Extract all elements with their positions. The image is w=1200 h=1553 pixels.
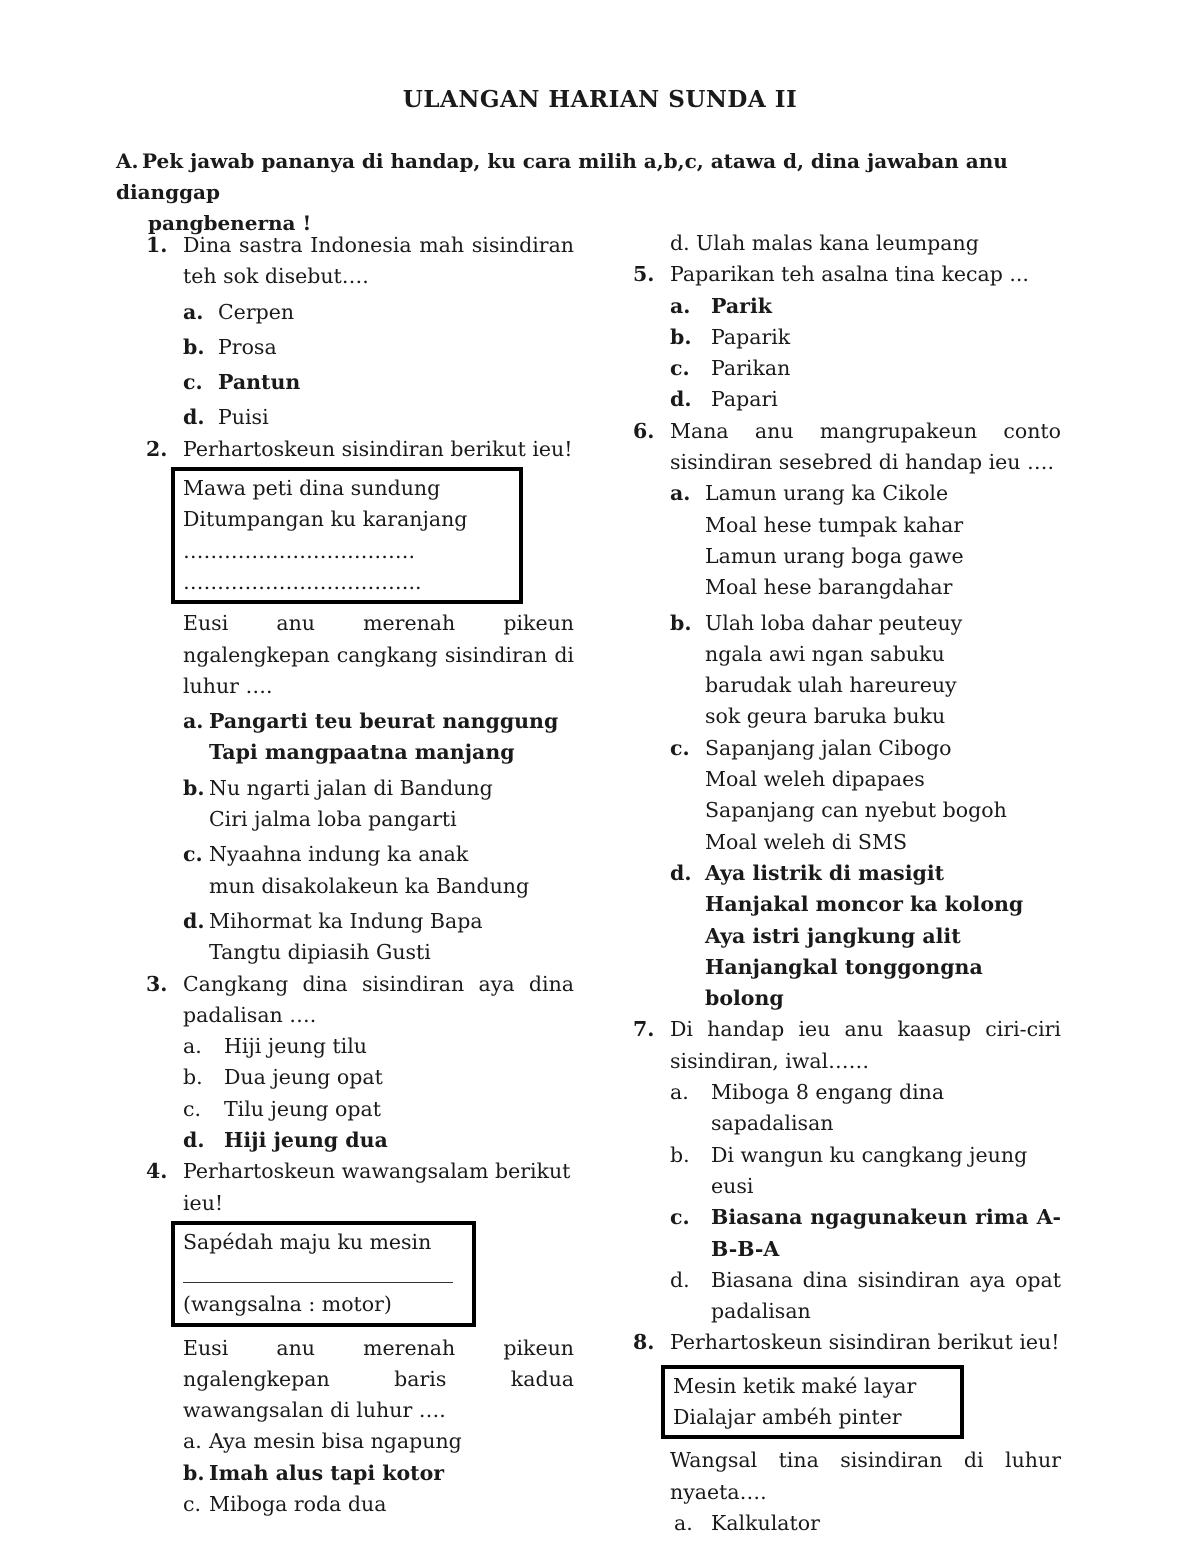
option-line: Pangarti teu beurat nanggung <box>209 709 559 734</box>
option-line: barudak ulah hareureuy <box>705 673 957 698</box>
option-text: Puisi <box>218 405 269 430</box>
option-b[interactable] <box>633 608 1061 733</box>
option-label: c. <box>670 356 690 381</box>
instruction-line1: Pek jawab pananya di handap, ku cara milih a,b,c, atawa d, dina jawaban anu dianggap <box>116 149 1008 204</box>
option-text: Hiji jeung tilu <box>224 1034 367 1059</box>
option-c[interactable] <box>633 1202 1061 1265</box>
option-b[interactable] <box>146 773 574 836</box>
option-c[interactable] <box>633 353 1061 384</box>
option-b[interactable] <box>146 1062 574 1093</box>
option-text: Pantun <box>218 370 301 395</box>
option-a[interactable] <box>633 1508 1061 1539</box>
option-label: b. <box>183 334 205 359</box>
question-number: 3. <box>146 971 168 996</box>
option-label: d. <box>670 231 690 255</box>
option-line: Ciri jalma loba pangarti <box>209 807 457 832</box>
question-prompt: Wangsal tina sisindiran di luhur nyaeta…. <box>670 1448 1061 1504</box>
option-line: Ulah loba dahar peuteuy <box>705 610 963 635</box>
question-6 <box>633 416 1061 479</box>
option-text: Di wangun ku cangkang jeung eusi <box>711 1142 1028 1198</box>
option-label: c. <box>183 1096 201 1121</box>
option-label: b. <box>670 324 692 349</box>
option-text: Paparik <box>711 324 791 349</box>
option-label: b. <box>670 610 692 635</box>
left-column <box>146 230 574 1520</box>
option-line: Lamun urang boga gawe <box>705 543 964 568</box>
question-5 <box>633 259 1061 290</box>
option-a[interactable] <box>146 1031 574 1062</box>
option-c[interactable] <box>633 733 1061 858</box>
option-label: b. <box>183 1460 205 1485</box>
question-text: Paparikan teh asalna tina kecap ... <box>670 262 1029 287</box>
question-number: 8. <box>633 1330 655 1355</box>
option-label: c. <box>670 1205 690 1230</box>
box-line: (wangsalna : motor) <box>183 1292 392 1317</box>
option-label: a. <box>670 481 691 506</box>
box-line: …………………………….. <box>183 569 422 594</box>
option-b[interactable] <box>146 1458 574 1489</box>
option-line: ngala awi ngan sabuku <box>705 641 945 666</box>
question-1 <box>146 230 574 293</box>
option-label: d. <box>183 908 205 933</box>
question-prompt: Eusi anu merenah pikeun ngalengkepan baris kadua wawangsalan di luhur …. <box>183 1335 574 1423</box>
question-2 <box>146 434 574 465</box>
option-a[interactable] <box>146 297 574 328</box>
option-a[interactable] <box>633 1077 1061 1140</box>
option-text: Papari <box>711 387 778 412</box>
option-text: Miboga 8 engang dina sapadalisan <box>711 1080 945 1136</box>
box-line: ……………………………. <box>183 538 416 563</box>
question-text: Cangkang dina sisindiran aya dina padalisan …. <box>183 971 574 1027</box>
blank-line <box>183 1258 453 1283</box>
option-d[interactable] <box>146 1125 574 1156</box>
option-label: a. <box>183 1429 202 1454</box>
question-3 <box>146 969 574 1032</box>
option-label: b. <box>183 1065 203 1090</box>
option-a[interactable] <box>633 478 1061 603</box>
option-d[interactable] <box>146 402 574 433</box>
option-b[interactable] <box>633 322 1061 353</box>
question-text: Perhartoskeun sisindiran berikut ieu! <box>670 1330 1060 1355</box>
option-c[interactable] <box>146 1489 574 1520</box>
option-label: a. <box>670 1080 689 1105</box>
option-line: Moal hese barangdahar <box>705 575 953 600</box>
option-b[interactable] <box>633 1140 1061 1203</box>
question-prompt: Eusi anu merenah pikeun ngalengkepan cangkang sisindiran di luhur …. <box>183 611 574 698</box>
question-number: 2. <box>146 436 168 461</box>
option-label: b. <box>670 1142 690 1167</box>
option-line: sok geura baruka buku <box>705 704 946 729</box>
option-text: Ulah malas kana leumpang <box>696 231 979 255</box>
instruction-label: A. <box>116 149 139 173</box>
question-text: Perhartoskeun sisindiran berikut ieu! <box>183 436 573 461</box>
option-text: Prosa <box>218 334 277 359</box>
option-label: d. <box>183 1128 205 1153</box>
option-a[interactable] <box>146 706 574 769</box>
option-text: Kalkulator <box>711 1510 820 1535</box>
option-label: d. <box>670 387 692 412</box>
option-label: a. <box>183 709 204 734</box>
question-4 <box>146 1156 574 1219</box>
option-text: Biasana ngagunakeun rima A-B-B-A <box>711 1205 1061 1261</box>
option-label: b. <box>183 775 205 800</box>
option-line: Tapi mangpaatna manjang <box>209 740 515 765</box>
option-c[interactable] <box>146 1094 574 1125</box>
option-d[interactable] <box>633 1265 1061 1328</box>
box-line: Sapédah maju ku mesin <box>183 1229 432 1254</box>
page-title: ULANGAN HARIAN SUNDA II <box>402 86 798 113</box>
option-a[interactable] <box>633 291 1061 322</box>
instruction-line2: pangbenerna ! <box>148 211 312 235</box>
option-a[interactable] <box>146 1426 574 1457</box>
option-d[interactable] <box>633 228 1061 259</box>
box-line: Dialajar ambéh pinter <box>673 1404 902 1429</box>
option-line: Sapanjang jalan Cibogo <box>705 735 952 760</box>
question-number: 7. <box>633 1017 655 1042</box>
question-7 <box>633 1014 1061 1077</box>
option-label: d. <box>183 405 205 430</box>
option-c[interactable] <box>146 367 574 398</box>
option-line: Hanjakal moncor ka kolong <box>705 892 1024 917</box>
box-line: Mesin ketik maké layar <box>673 1373 917 1398</box>
question-number: 4. <box>146 1159 168 1184</box>
option-label: c. <box>183 370 203 395</box>
option-line: Aya listrik di masigit <box>705 860 945 885</box>
question-text: Perhartoskeun wawangsalam berikut ieu! <box>183 1159 571 1215</box>
option-text: Biasana dina sisindiran aya opat padalisan <box>711 1267 1061 1324</box>
question-number: 5. <box>633 262 655 287</box>
question-text: sisindiran sesebred di handap ieu …. <box>670 450 1055 475</box>
option-b[interactable] <box>146 332 574 363</box>
right-column <box>633 228 1061 1539</box>
option-label: d. <box>670 1267 690 1292</box>
option-label: c. <box>183 1491 201 1516</box>
box-line: Ditumpangan ku karanjang <box>183 507 468 532</box>
option-text: Tilu jeung opat <box>224 1096 381 1121</box>
option-line: Moal weleh di SMS <box>705 829 907 854</box>
option-d[interactable] <box>633 858 1061 1014</box>
option-line: Sapanjang can nyebut bogoh <box>705 798 1007 823</box>
option-line: Hanjangkal tonggongna bolong <box>705 954 983 1011</box>
option-text: Dua jeung opat <box>224 1065 383 1090</box>
option-c[interactable] <box>146 839 574 902</box>
option-text: Parik <box>711 293 772 318</box>
option-text: Imah alus tapi kotor <box>209 1460 445 1485</box>
option-line: Nyaahna indung ka anak <box>209 842 469 867</box>
question-text: Dina sastra Indonesia mah sisindiran teh sok disebut…. <box>183 233 574 289</box>
option-line: mun disakolakeun ka Bandung <box>209 873 530 898</box>
option-text: Aya mesin bisa ngapung <box>209 1429 462 1454</box>
option-text: Parikan <box>711 356 791 381</box>
option-line: Mihormat ka Indung Bapa <box>209 908 483 933</box>
option-label: a. <box>183 299 204 324</box>
option-label: a. <box>183 1034 202 1059</box>
question-8 <box>633 1327 1061 1358</box>
wawangsalan-box <box>171 1221 476 1327</box>
sisindiran-box <box>171 467 523 604</box>
box-line: Mawa peti dina sundung <box>183 476 441 501</box>
option-label: d. <box>670 860 692 885</box>
option-label: a. <box>674 1510 693 1535</box>
question-text: Mana anu mangrupakeun conto <box>670 418 1061 443</box>
option-label: c. <box>670 735 690 760</box>
option-text: Cerpen <box>218 299 295 324</box>
option-label: a. <box>670 293 691 318</box>
option-text: Hiji jeung dua <box>224 1128 388 1153</box>
option-d[interactable] <box>146 906 574 969</box>
option-d[interactable] <box>633 384 1061 415</box>
question-number: 6. <box>633 418 655 443</box>
instruction <box>116 146 1076 239</box>
option-line: Tangtu dipiasih Gusti <box>209 940 431 965</box>
question-text: Di handap ieu anu kaasup ciri-ciri sisindiran, iwal…… <box>670 1017 1061 1073</box>
question-number: 1. <box>146 233 168 257</box>
option-line: Nu ngarti jalan di Bandung <box>209 775 493 800</box>
sisindiran-box <box>661 1365 964 1440</box>
option-line: Aya istri jangkung alit <box>705 923 961 948</box>
option-text: Miboga roda dua <box>209 1491 387 1516</box>
option-line: Moal weleh dipapaes <box>705 767 925 792</box>
option-line: Moal hese tumpak kahar <box>705 512 964 537</box>
option-label: c. <box>183 842 203 867</box>
option-line: Lamun urang ka Cikole <box>705 481 949 506</box>
